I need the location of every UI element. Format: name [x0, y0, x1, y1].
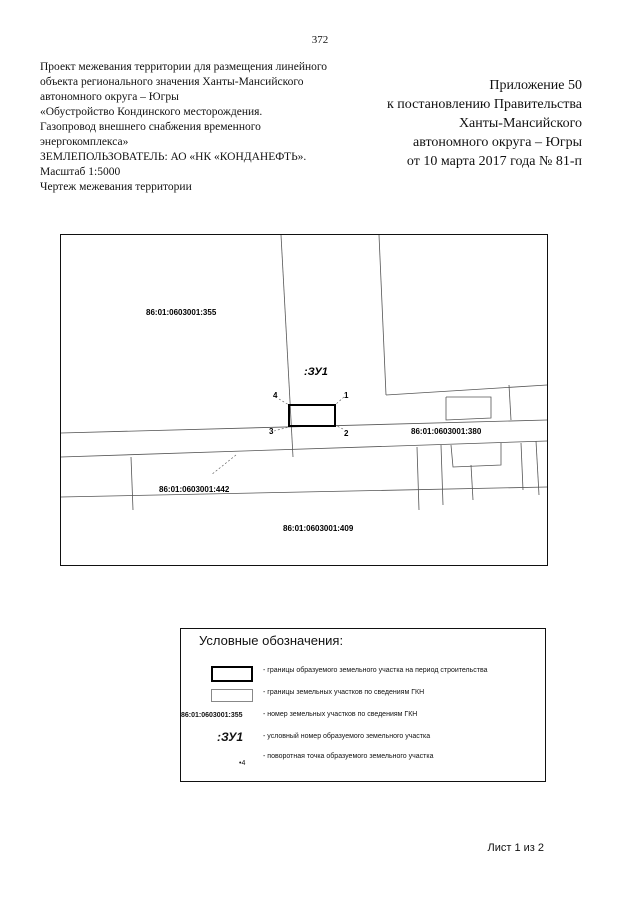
zu-number-sample: :ЗУ1 [217, 730, 244, 744]
zu1-label: :ЗУ1 [304, 366, 328, 378]
drawing-title: Чертеж межевания территории [40, 181, 192, 193]
zu1-parcel [289, 405, 335, 426]
parcel-label-355: 86:01:0603001:355 [146, 308, 217, 317]
turn-point-1: 1 [344, 391, 349, 400]
appendix-line: автономного округа – Югры [413, 135, 582, 150]
legend-text: - поворотная точка образуемого земельного участка [263, 753, 434, 760]
appendix-line: к постановлению Правительства [386, 97, 582, 112]
legend-box [180, 628, 546, 782]
project-line: автономного округа – Югры [40, 91, 179, 103]
appendix-line: Ханты-Мансийского [458, 116, 582, 131]
project-header [40, 60, 350, 195]
appendix-line: от 10 марта 2017 года № 81-п [406, 154, 582, 169]
legend-title: Условные обозначения: [199, 633, 344, 648]
appendix-line: Приложение 50 [489, 78, 582, 93]
legend-item-zu-boundary [181, 662, 545, 684]
project-line: объекта регионального значения Ханты-Мансийского [40, 76, 304, 88]
turn-point-symbol [181, 748, 263, 770]
sheet-counter: Лист 1 из 2 [487, 842, 544, 854]
legend-item-zu-number [181, 728, 545, 750]
parcel-number-symbol [181, 706, 263, 728]
turn-point-sample: •4 [239, 760, 246, 767]
appendix-header [312, 76, 582, 171]
turn-point-4: 4 [273, 391, 278, 400]
project-line: Газопровод внешнего снабжения временного [40, 121, 261, 133]
legend-text: - границы земельных участков по сведениям ГКН [263, 689, 425, 696]
page-number: 372 [311, 34, 329, 46]
project-line: Проект межевания территории для размещения линейного [40, 61, 328, 73]
turn-point-3: 3 [269, 427, 274, 436]
parcel-label-409: 86:01:0603001:409 [283, 524, 354, 533]
legend-item-gkn-boundary [181, 684, 545, 706]
legend-text: - условный номер образуемого земельного участка [263, 733, 431, 740]
legend-text: - границы образуемого земельного участка на период строительства [263, 667, 488, 674]
project-line: «Обустройство Кондинского месторождения. [40, 106, 263, 118]
land-user-line: ЗЕМЛЕПОЛЬЗОВАТЕЛЬ: АО «НК «КОНДАНЕФТЬ». [40, 151, 307, 163]
parcel-label-380: 86:01:0603001:380 [411, 427, 482, 436]
legend-item-turn-point [181, 748, 545, 770]
turn-point-2: 2 [344, 429, 349, 438]
thin-boundary-symbol [181, 684, 263, 706]
bold-boundary-symbol [181, 662, 263, 684]
parcel-label-442: 86:01:0603001:442 [159, 485, 230, 494]
legend-item-parcel-number [181, 706, 545, 728]
legend-text: - номер земельных участков по сведениям ГКН [263, 711, 418, 718]
scale-line: Масштаб 1:5000 [40, 166, 121, 178]
map-drawing [61, 235, 547, 565]
survey-map [60, 234, 548, 566]
parcel-number-sample: 86:01:0603001:355 [181, 712, 243, 719]
zu-number-symbol [181, 728, 263, 750]
leader-lines [211, 397, 344, 475]
project-line: энергокомплекса» [40, 136, 129, 148]
